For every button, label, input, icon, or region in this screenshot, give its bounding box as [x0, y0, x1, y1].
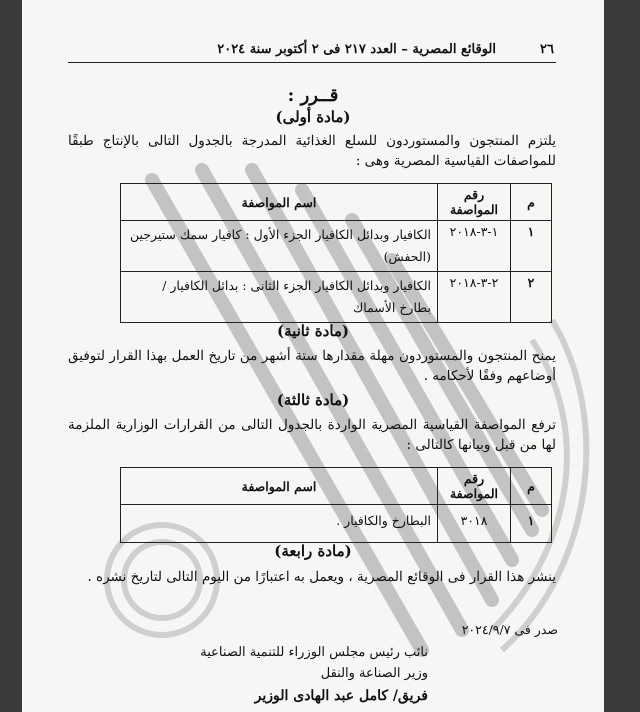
table-row — [121, 505, 552, 543]
article-2-text: يمنح المنتجون والمستوردون مهلة مقدارها ستة أشهر من تاريخ العمل بهذا القرار لتوفيق أوضاعهم وفقًا لأحكامه . — [68, 348, 556, 384]
col-code: رقم المواصفة — [438, 184, 511, 221]
row-name: البطارخ والكافيار . — [121, 505, 438, 543]
col-name: اسم المواصفة — [121, 184, 438, 221]
signatory-ministry: وزير الصناعة والنقل — [320, 666, 428, 681]
article-1-text: يلتزم المنتجون والمستوردون للسلع الغذائية المدرجة بالجدول التالى بالإنتاج طبقًا للمواصفات القياسية المصرية وهى : — [68, 133, 556, 169]
col-index: م — [511, 184, 552, 221]
table-header-row — [121, 184, 552, 221]
article-3-heading: (مادة ثالثة) — [276, 391, 350, 409]
standards-table-2 — [120, 467, 552, 543]
gazette-title: الوقائع المصرية – العدد ٢١٧ فى ٢ أكتوبر سنة ٢٠٢٤ — [217, 42, 496, 57]
row-name: الكافيار وبدائل الكافيار الجزء الثانى : بدائل الكافيار / بطارخ الأسماك — [121, 272, 438, 323]
row-index: ١ — [511, 221, 552, 272]
decree-heading: قــرر : — [287, 85, 339, 106]
article-4-text: ينشر هذا القرار فى الوقائع المصرية ، ويعمل به اعتبارًا من اليوم التالى لتاريخ نشره . — [87, 569, 556, 585]
table-row — [121, 272, 552, 323]
article-1-heading: (مادة أولى) — [275, 108, 351, 126]
row-code: ١-٣-٢٠١٨ — [438, 221, 511, 272]
article-3-text: ترفع المواصفة القياسية المصرية الواردة بالجدول التالى من القرارات الوزارية الملزمة لها من قبل وبيانها كالتالى : — [68, 417, 556, 453]
document-page — [22, 0, 604, 712]
row-index: ٢ — [511, 272, 552, 323]
page-number: ٢٦ — [540, 42, 554, 57]
table-row — [121, 221, 552, 272]
standards-table-1 — [120, 183, 552, 323]
article-4-heading: (مادة رابعة) — [274, 542, 352, 560]
page-header — [68, 40, 556, 63]
row-code: ٢-٣-٢٠١٨ — [438, 272, 511, 323]
row-name: الكافيار وبدائل الكافيار الجزء الأول : كافيار سمك ستيرجين (الحفش) — [121, 221, 438, 272]
col-code: رقم المواصفة — [438, 468, 511, 505]
article-2-heading: (مادة ثانية) — [276, 322, 350, 340]
row-index: ١ — [511, 505, 552, 543]
row-code: ٣٠١٨ — [438, 505, 511, 543]
signatory-title: نائب رئيس مجلس الوزراء للتنمية الصناعية — [200, 645, 428, 660]
signatory-name: فريق/ كامل عبد الهادى الوزير — [254, 688, 428, 704]
col-index: م — [511, 468, 552, 505]
issue-date: صدر فى ٢٠٢٤/٩/٧ — [461, 622, 558, 637]
table-header-row — [121, 468, 552, 505]
col-name: اسم المواصفة — [121, 468, 438, 505]
